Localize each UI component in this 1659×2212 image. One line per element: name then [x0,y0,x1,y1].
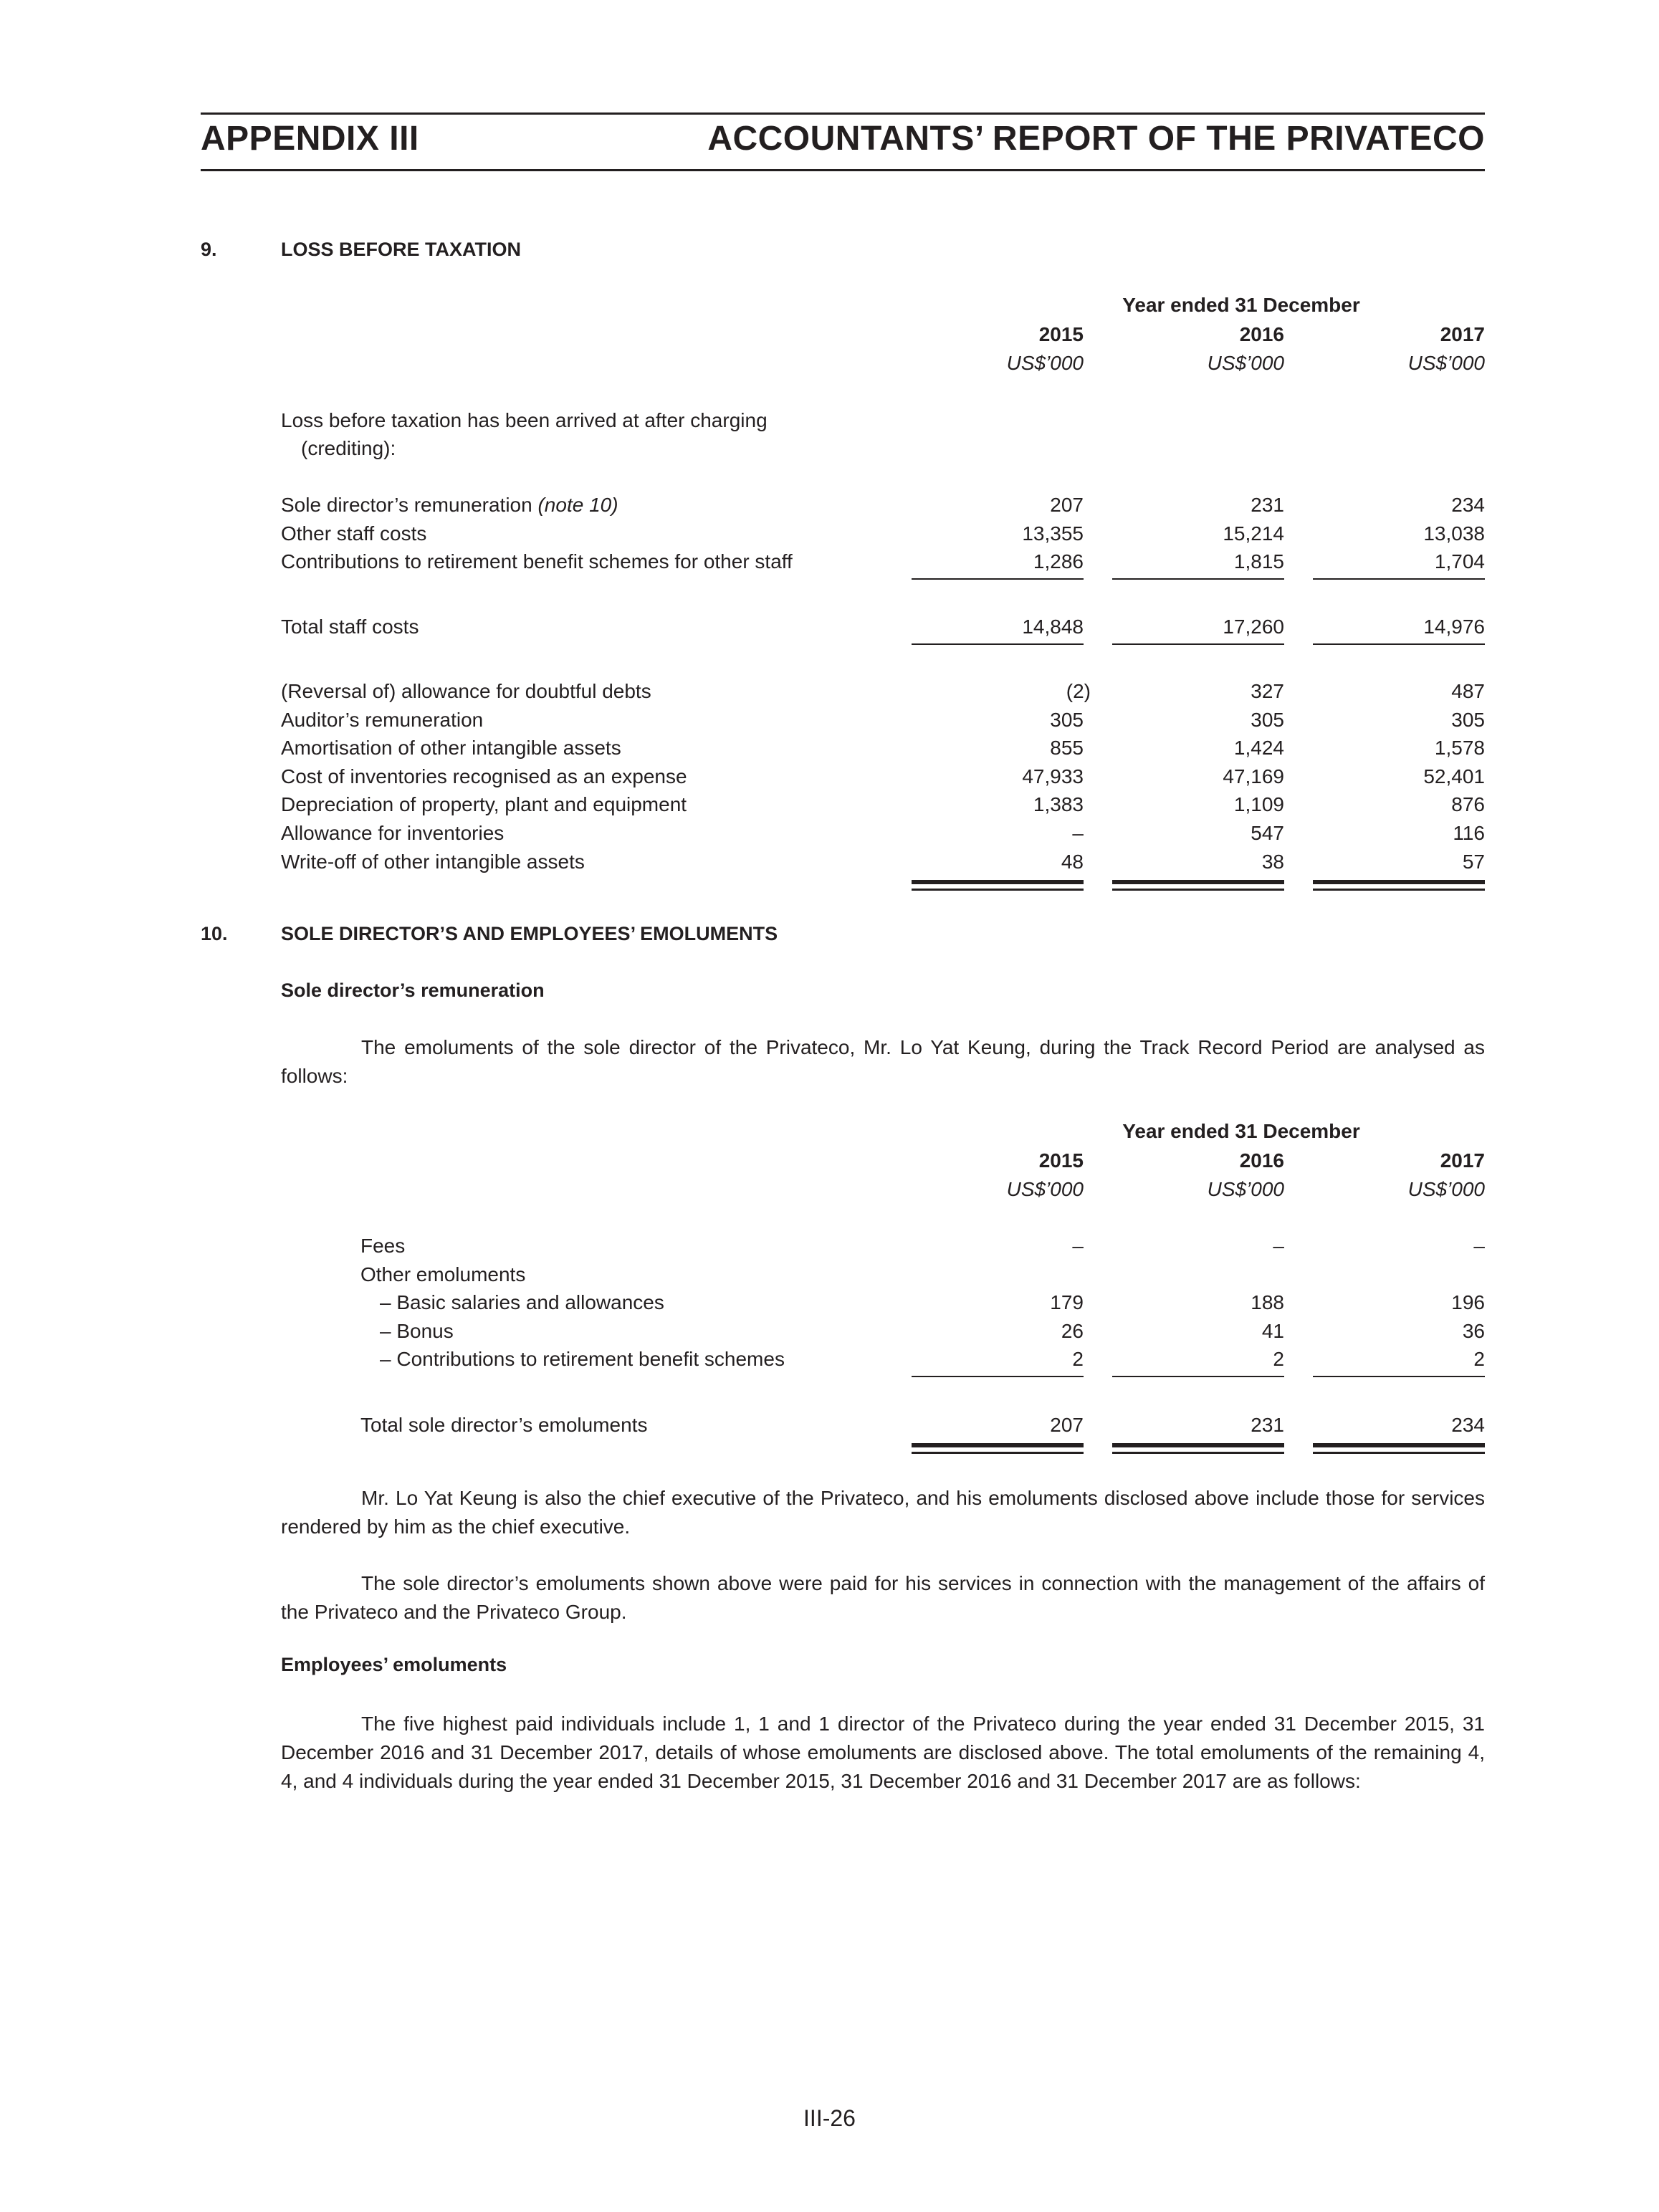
total-cell: 207 [1050,1414,1084,1436]
row-label: – Basic salaries and allowances [380,1291,664,1313]
intro-text: Loss before taxation has been arrived at after charging [281,409,768,431]
double-rule [1112,1443,1284,1447]
total-cell: 17,260 [1223,616,1284,638]
subtotal-rule [1112,1376,1284,1377]
row-label: – Bonus [380,1320,454,1342]
table-cell: 116 [1453,822,1485,844]
row-label: Other emoluments [360,1263,526,1285]
note-ref: (note 10) [537,494,618,516]
table-cell: 47,169 [1223,765,1284,787]
total-cell: 234 [1451,1414,1485,1436]
row-label: (Reversal of) allowance for doubtful debts [281,680,651,702]
table-cell: 41 [1261,1320,1284,1342]
table-cell: 327 [1251,680,1284,702]
row-label: – Contributions to retirement benefit schemes [380,1348,785,1370]
currency-unit: US$’000 [1207,352,1284,374]
table-cell: 487 [1451,680,1485,702]
table-cell: 305 [1050,709,1084,731]
table-cell: 13,355 [1022,522,1084,545]
table-cell: 48 [1061,851,1084,873]
double-rule [1313,889,1485,891]
header-bottom-rule [201,169,1485,171]
table-cell: 1,286 [1033,550,1084,573]
report-title: ACCOUNTANTS’ REPORT OF THE PRIVATECO [707,120,1485,158]
year-header: 2016 [1239,323,1284,345]
table-cell: 1,109 [1233,793,1284,815]
intro-text: (crediting): [301,437,396,459]
table-cell: (2) [1066,680,1091,702]
table-cell: 305 [1251,709,1284,731]
paragraph: The sole director’s emoluments shown above were paid for his services in connection with the management of the affairs of the Privateco and the Privateco Group. [281,1572,1485,1623]
double-rule [912,1443,1084,1447]
total-label: Total staff costs [281,616,419,638]
total-cell: 231 [1251,1414,1284,1436]
subheading: Sole director’s remuneration [281,980,545,1001]
section-9-title: LOSS BEFORE TAXATION [281,239,522,260]
double-rule [1313,880,1485,884]
table-cell: 207 [1050,494,1084,516]
section-10-title: SOLE DIRECTOR’S AND EMPLOYEES’ EMOLUMENTS [281,923,778,944]
row-label: Contributions to retirement benefit schemes for other staff [281,550,793,573]
currency-unit: US$’000 [1006,1178,1084,1200]
table-cell: 15,214 [1223,522,1284,545]
total-rule [1313,643,1485,645]
table-cell: – [1473,1235,1485,1257]
table-cell: 26 [1061,1320,1084,1342]
table-cell: 188 [1251,1291,1284,1313]
row-label: Other staff costs [281,522,427,545]
double-rule [1313,1452,1485,1454]
year-header: 2015 [1038,1149,1084,1172]
subtotal-rule [1112,578,1284,580]
table-cell: 36 [1462,1320,1485,1342]
currency-unit: US$’000 [1207,1178,1284,1200]
appendix-label: APPENDIX III [201,120,419,158]
table-cell: 1,383 [1033,793,1084,815]
table-cell: 13,038 [1423,522,1485,545]
double-rule [1112,1452,1284,1454]
year-header: 2017 [1440,323,1485,345]
paragraph: The emoluments of the sole director of the Privateco, Mr. Lo Yat Keung, during the Track Record Period are analysed as follows: [281,1036,1485,1087]
table-cell: 876 [1451,793,1485,815]
period-header: Year ended 31 December [1122,294,1360,316]
total-rule [912,643,1084,645]
total-cell: 14,976 [1423,616,1485,638]
row-label: Auditor’s remuneration [281,709,484,731]
double-rule [1112,889,1284,891]
currency-unit: US$’000 [1006,352,1084,374]
year-header: 2016 [1239,1149,1284,1172]
row-label: Sole director’s remuneration (note 10) [281,494,618,516]
table-cell: 231 [1251,494,1284,516]
total-label: Total sole director’s emoluments [360,1414,648,1436]
double-rule [912,1452,1084,1454]
table-cell: 2 [1273,1348,1284,1370]
page-number: III-26 [803,2105,856,2131]
year-header: 2017 [1440,1149,1485,1172]
table-cell: 52,401 [1423,765,1485,787]
table-cell: 1,578 [1434,737,1485,759]
table-cell: 2 [1072,1348,1084,1370]
table-cell: 47,933 [1022,765,1084,787]
table-cell: 196 [1451,1291,1485,1313]
table-cell: – [1273,1235,1284,1257]
header-top-rule [201,112,1485,115]
double-rule [912,889,1084,891]
subheading: Employees’ emoluments [281,1654,507,1675]
subtotal-rule [1313,1376,1485,1377]
table-cell: 2 [1473,1348,1485,1370]
table-cell: 57 [1462,851,1485,873]
table-cell: 179 [1050,1291,1084,1313]
total-cell: 14,848 [1022,616,1084,638]
total-rule [1112,643,1284,645]
table-cell: 1,704 [1434,550,1485,573]
subtotal-rule [1313,578,1485,580]
double-rule [1313,1443,1485,1447]
table-cell: 38 [1261,851,1284,873]
row-label: Fees [360,1235,406,1257]
paragraph: Mr. Lo Yat Keung is also the chief executive of the Privateco, and his emoluments disclosed above include those for services rendered by him as the chief executive. [281,1487,1485,1538]
double-rule [912,880,1084,884]
double-rule [1112,880,1284,884]
row-label: Depreciation of property, plant and equipment [281,793,687,815]
row-label: Cost of inventories recognised as an expense [281,765,687,787]
table-cell: – [1072,1235,1084,1257]
subtotal-rule [912,578,1084,580]
period-header: Year ended 31 December [1122,1120,1360,1142]
row-label: Amortisation of other intangible assets [281,737,621,759]
table-cell: 855 [1050,737,1084,759]
table-cell: 234 [1451,494,1485,516]
currency-unit: US$’000 [1407,352,1485,374]
table-cell: 1,424 [1233,737,1284,759]
section-10-number: 10. [201,923,228,944]
row-label: Allowance for inventories [281,822,505,844]
subtotal-rule [912,1376,1084,1377]
table-cell: – [1072,822,1084,844]
section-9-number: 9. [201,239,217,260]
paragraph: The five highest paid individuals include 1, 1 and 1 director of the Privateco during the year ended 31 December 2015, 31 December 2016 and 31 December 2017, details of whose emoluments are disclosed above. The total emoluments of the remaining 4, 4, and 4 individuals during the year ended 31 December 2015, 31 December 2016 and 31 December 2017 are as follows: [281,1713,1485,1792]
table-cell: 547 [1251,822,1284,844]
row-label: Write-off of other intangible assets [281,851,585,873]
table-cell: 305 [1451,709,1485,731]
currency-unit: US$’000 [1407,1178,1485,1200]
year-header: 2015 [1038,323,1084,345]
table-cell: 1,815 [1233,550,1284,573]
